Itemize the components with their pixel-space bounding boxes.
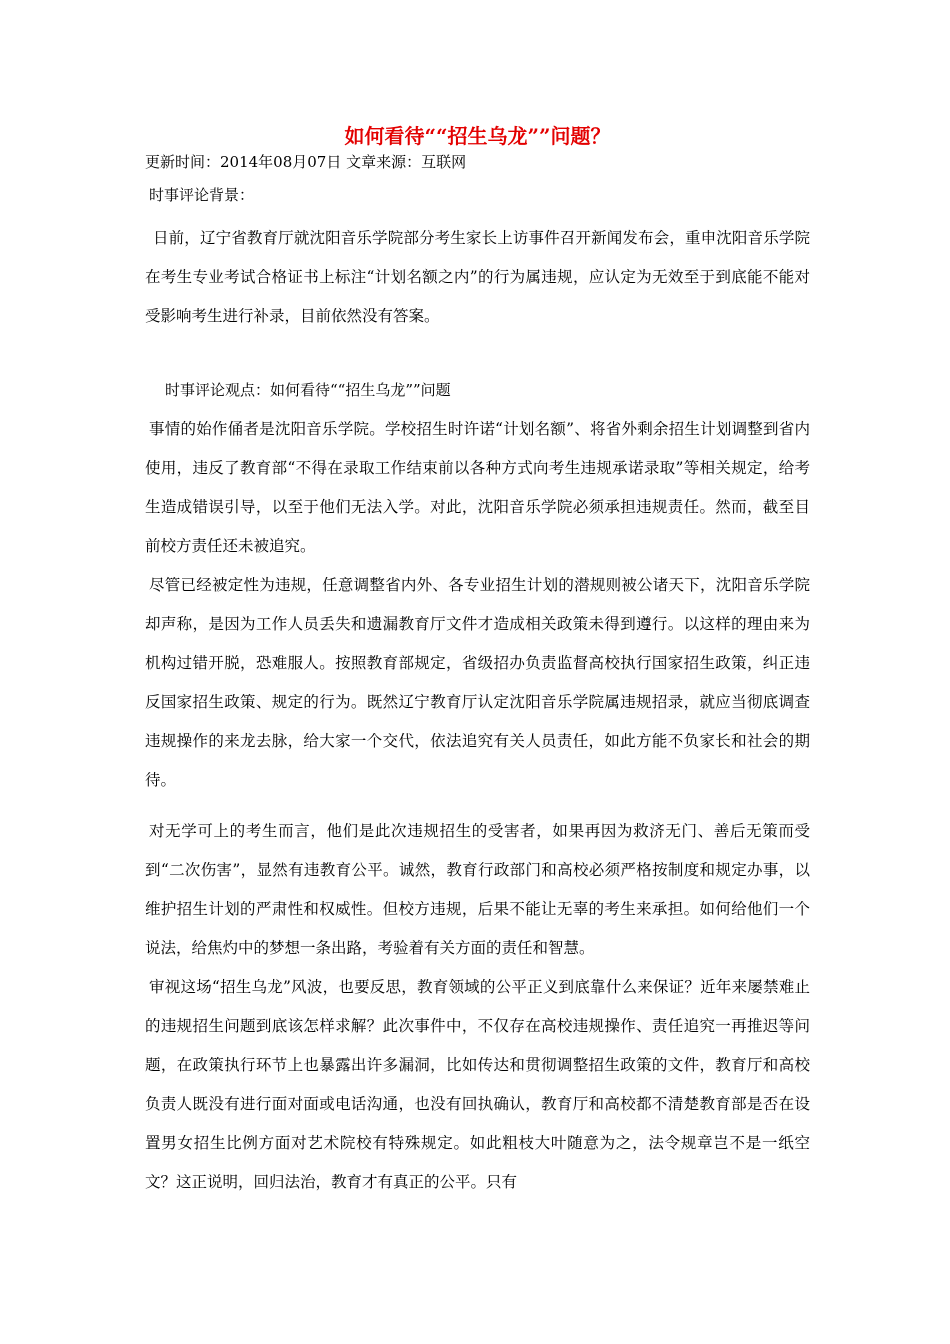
body-paragraph-3: 对无学可上的考生而言，他们是此次违规招生的受害者，如果再因为救济无门、善后无策而受到“二次伤害”，显然有违教育公平。诚然，教育行政部门和高校必须严格按制度和规定办事，以维护招生计划的严肃性和权威性。但校方违规，后果不能让无辜的考生来承担。如何给他们一个说法，给焦灼中的梦想一条出路，考验着有关方面的责任和智慧。 bbox=[145, 822, 810, 957]
background-label: 时事评论背景： bbox=[149, 186, 255, 204]
body-paragraph-1: 事情的始作俑者是沈阳音乐学院。学校招生时许诺“计划名额”、将省外剩余招生计划调整到省内使用，违反了教育部“不得在录取工作结束前以各种方式向考生违规承诺录取”等相关规定，给考生造成错误引导，以至于他们无法入学。对此，沈阳音乐学院必须承担违规责任。然而，截至目前校方责任还未被追究。 bbox=[145, 420, 810, 555]
article-meta: 更新时间：2014年08月07日 文章来源：互联网 bbox=[145, 153, 467, 171]
background-paragraph: 日前，辽宁省教育厅就沈阳音乐学院部分考生家长上访事件召开新闻发布会，重申沈阳音乐学院在考生专业考试合格证书上标注“计划名额之内”的行为属违规，应认定为无效至于到底能不能对受影响考生进行补录，目前依然没有答案。 bbox=[145, 229, 810, 325]
body-paragraph-4: 审视这场“招生乌龙”风波，也要反思，教育领域的公平正义到底靠什么来保证？近年来屡禁难止的违规招生问题到底该怎样求解？此次事件中，不仅存在高校违规操作、责任追究一再推迟等问题，在政策执行环节上也暴露出许多漏洞，比如传达和贯彻调整招生政策的文件，教育厅和高校负责人既没有进行面对面或电话沟通，也没有回执确认，教育厅和高校都不清楚教育部是否在设置男女招生比例方面对艺术院校有特殊规定。如此粗枝大叶随意为之，法令规章岂不是一纸空文？这正说明，回归法治，教育才有真正的公平。只有 bbox=[145, 978, 810, 1191]
article-title: 如何看待““招生乌龙””问题？ bbox=[344, 124, 611, 148]
body-paragraph-2: 尽管已经被定性为违规，任意调整省内外、各专业招生计划的潜规则被公诸天下，沈阳音乐学院却声称，是因为工作人员丢失和遗漏教育厅文件才造成相关政策未得到遵行。以这样的理由来为机构过错开脱，恐难服人。按照教育部规定，省级招办负责监督高校执行国家招生政策，纠正违反国家招生政策、规定的行为。既然辽宁教育厅认定沈阳音乐学院属违规招录，就应当彻底调查违规操作的来龙去脉，给大家一个交代，依法追究有关人员责任，如此方能不负家长和社会的期待。 bbox=[145, 576, 810, 789]
opinion-label: 时事评论观点：如何看待““招生乌龙””问题 bbox=[165, 381, 451, 399]
